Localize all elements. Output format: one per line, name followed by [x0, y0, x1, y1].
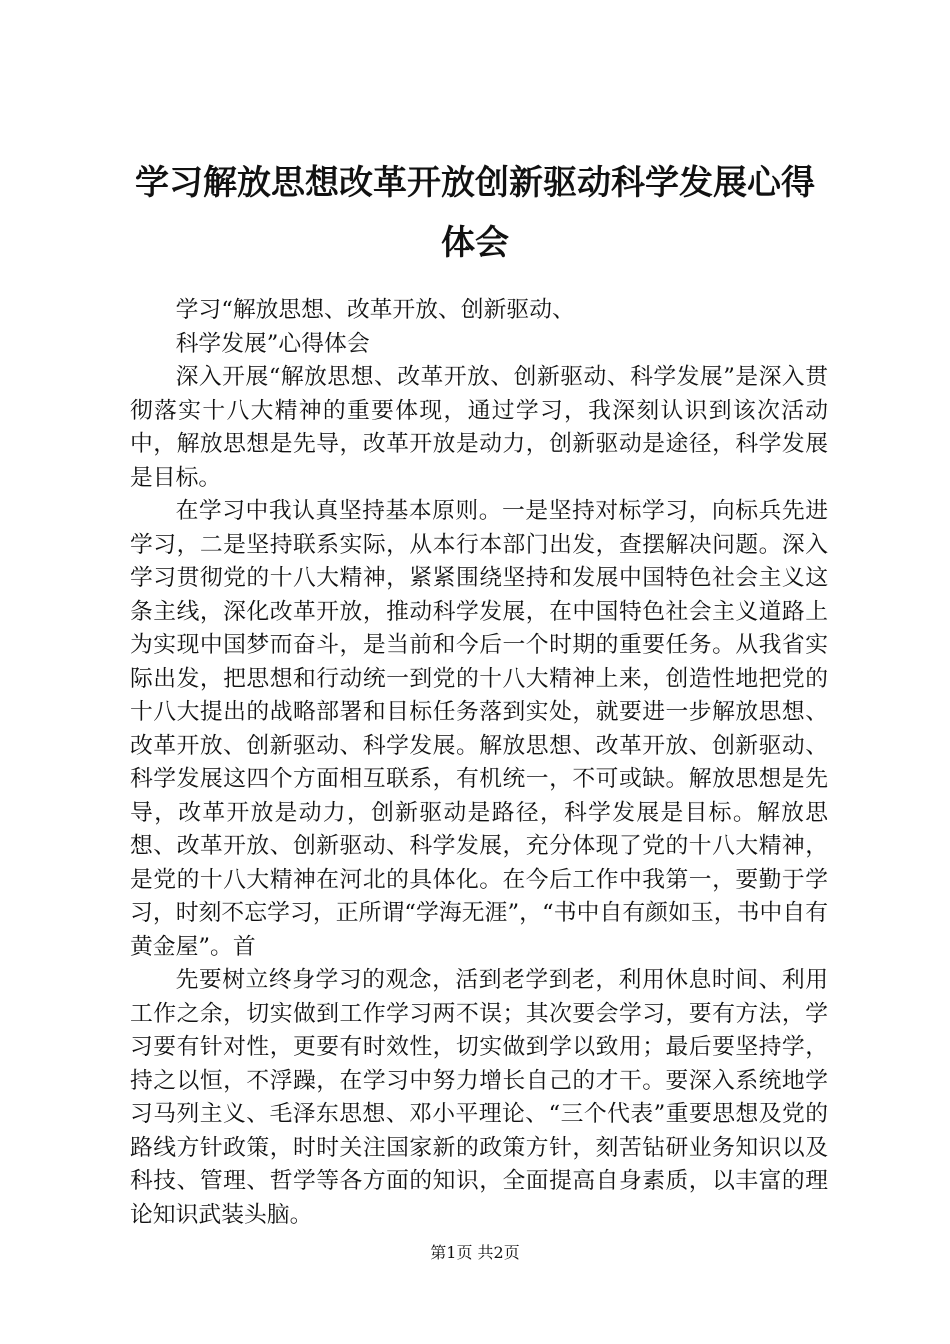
subtitle-line-2: 科学发展”心得体会: [175, 330, 370, 357]
subtitle-line-1: 学习“解放思想、改革开放、创新驱动、: [175, 297, 575, 323]
document-body: [130, 294, 828, 1232]
paragraph-3: 先要树立终身学习的观念，活到老学到老，利用休息时间、利用工作之余，切实做到工作学习两不误；其次要会学习，要有方法，学习要有针对性，更要有时效性，切实做到学以致用；最后要坚持学，持之以恒，不浮躁，在学习中努力增长自己的才干。要深入系统地学习马列主义、毛泽东思想、邓小平理论、“三个代表”重要思想及党的路线方针政策，时时关注国家新的政策方针，刻苦钻研业务知识以及科技、管理、哲学等各方面的知识，全面提高自身素质，以丰富的理论知识武装头脑。: [130, 967, 828, 1228]
page-number-footer: 第1页 共2页: [430, 1243, 520, 1262]
document-title-line-2: 体会: [441, 223, 509, 263]
paragraph-2: 在学习中我认真坚持基本原则。一是坚持对标学习，向标兵先进学习，二是坚持联系实际，从本行本部门出发，查摆解决问题。深入学习贯彻党的十八大精神，紧紧围绕坚持和发展中国特色社会主义这条主线，深化改革开放，推动科学发展，在中国特色社会主义道路上为实现中国梦而奋斗，是当前和今后一个时期的重要任务。从我省实际出发，把思想和行动统一到党的十八大精神上来，创造性地把党的十八大提出的战略部署和目标任务落到实处，就要进一步解放思想、改革开放、创新驱动、科学发展。解放思想、改革开放、创新驱动、科学发展这四个方面相互联系，有机统一，不可或缺。解放思想是先导，改革开放是动力，创新驱动是路径，科学发展是目标。解放思想、改革开放、创新驱动、科学发展，充分体现了党的十八大精神，是党的十八大精神在河北的具体化。在今后工作中我第一，要勤于学习，时刻不忘学习，正所谓“学海无涯”，“书中自有颜如玉，书中自有黄金屋”。首: [130, 498, 828, 960]
paragraph-1: 深入开展“解放思想、改革开放、创新驱动、科学发展”是深入贯彻落实十八大精神的重要体现，通过学习，我深刻认识到该次活动中，解放思想是先导，改革开放是动力，创新驱动是途径，科学发展是目标。: [130, 364, 828, 491]
document-title-line-1: 学习解放思想改革开放创新驱动科学发展心得: [135, 163, 815, 203]
